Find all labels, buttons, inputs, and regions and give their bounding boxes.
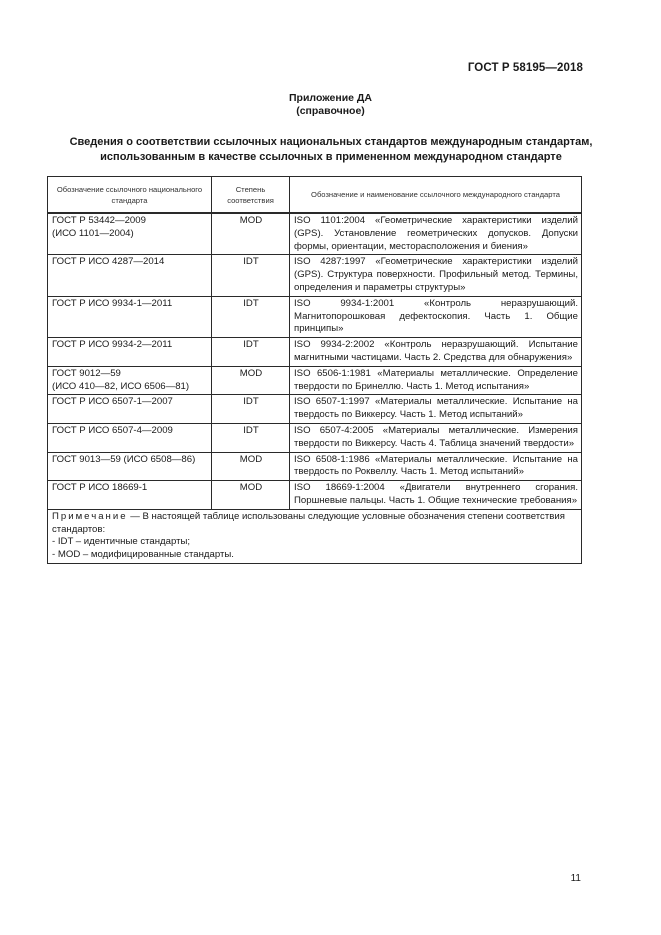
appendix-title: Приложение ДА <box>289 92 372 104</box>
note-text: — В настоящей таблице использованы следующие условные обозначения степени соответствия стандартов: <box>52 510 565 535</box>
table-row <box>48 296 582 337</box>
cell-national-standard: ГОСТ Р ИСО 6507-4—2009 <box>48 423 212 452</box>
table-note <box>48 509 582 563</box>
cell-international-standard: ISO 6507-1:1997 «Материалы металлические. Испытание на твердость по Виккерсу. Часть 1. Метод испытаний» <box>290 395 582 424</box>
column-header-national: Обозначение ссылочного национального стандарта <box>48 177 212 214</box>
cell-international-standard: ISO 6506-1:1981 «Материалы металлические. Определение твердости по Бринеллю. Часть 1. Метод испытания» <box>290 366 582 395</box>
cell-international-standard: ISO 6507-4:2005 «Материалы металлические. Измерения твердости по Виккерсу. Часть 4. Таблица значений твердости» <box>290 423 582 452</box>
note-item-idt: - IDT – идентичные стандарты; <box>52 536 191 548</box>
cell-international-standard: ISO 6508-1:1986 «Материалы металлические. Испытание на твердость по Роквеллу. Часть 1. Метод испытаний» <box>290 452 582 481</box>
cell-national-standard: ГОСТ Р ИСО 18669-1 <box>48 481 212 510</box>
cell-national-standard: ГОСТ Р 53442—2009 (ИСО 1101—2004) <box>48 213 212 255</box>
cell-degree: MOD <box>212 452 290 481</box>
cell-degree: MOD <box>212 213 290 255</box>
document-code: ГОСТ Р 58195—2018 <box>467 62 583 74</box>
cell-degree: IDT <box>212 296 290 337</box>
column-header-international: Обозначение и наименование ссылочного международного стандарта <box>290 177 582 214</box>
cell-national-standard: ГОСТ 9012—59 (ИСО 410—82, ИСО 6506—81) <box>48 366 212 395</box>
cell-international-standard: ISO 18669-1:2004 «Двигатели внутреннего сгорания. Поршневые пальцы. Часть 1. Общие технические требования» <box>290 481 582 510</box>
cell-national-standard: ГОСТ Р ИСО 9934-1—2011 <box>48 296 212 337</box>
section-heading <box>48 135 614 165</box>
table-row <box>48 481 582 510</box>
table-row <box>48 366 582 395</box>
cell-degree: MOD <box>212 366 290 395</box>
cell-degree: IDT <box>212 255 290 296</box>
reference-standards-table <box>47 176 582 564</box>
appendix-subtitle: (справочное) <box>296 105 365 117</box>
table-row <box>48 338 582 367</box>
cell-degree: IDT <box>212 338 290 367</box>
note-item-mod: - MOD – модифицированные стандарты. <box>52 549 234 561</box>
table-row <box>48 395 582 424</box>
section-heading-line-2: использованным в качестве ссылочных в примененном международном стандарте <box>100 151 562 163</box>
cell-degree: MOD <box>212 481 290 510</box>
cell-international-standard: ISO 4287:1997 «Геометрические характеристики изделий (GPS). Структура поверхности. Профильный метод. Термины, определения и параметры структуры» <box>290 255 582 296</box>
table-row <box>48 255 582 296</box>
page-number: 11 <box>570 873 581 884</box>
table-header-row <box>48 177 582 214</box>
column-header-degree: Степень соответствия <box>212 177 290 214</box>
cell-degree: IDT <box>212 395 290 424</box>
table-row <box>48 452 582 481</box>
cell-international-standard: ISO 9934-2:2002 «Контроль неразрушающий. Испытание магнитными частицами. Часть 2. Средства для обнаружения» <box>290 338 582 367</box>
table-row <box>48 423 582 452</box>
cell-degree: IDT <box>212 423 290 452</box>
note-lead: Примечание <box>52 510 128 522</box>
cell-international-standard: ISO 9934-1:2001 «Контроль неразрушающий. Магнитопорошковая дефектоскопия. Часть 1. Общие принципы» <box>290 296 582 337</box>
section-heading-line-1: Сведения о соответствии ссылочных национальных стандартов международным стандартам, <box>69 136 593 148</box>
cell-national-standard: ГОСТ Р ИСО 6507-1—2007 <box>48 395 212 424</box>
cell-national-standard: ГОСТ Р ИСО 9934-2—2011 <box>48 338 212 367</box>
table-note-row <box>48 509 582 563</box>
cell-national-standard: ГОСТ Р ИСО 4287—2014 <box>48 255 212 296</box>
cell-national-standard: ГОСТ 9013—59 (ИСО 6508—86) <box>48 452 212 481</box>
table-row <box>48 213 582 255</box>
cell-international-standard: ISO 1101:2004 «Геометрические характеристики изделий (GPS). Установление геометрических допусков. Допуски формы, ориентации, месторасположения и биения» <box>290 213 582 255</box>
